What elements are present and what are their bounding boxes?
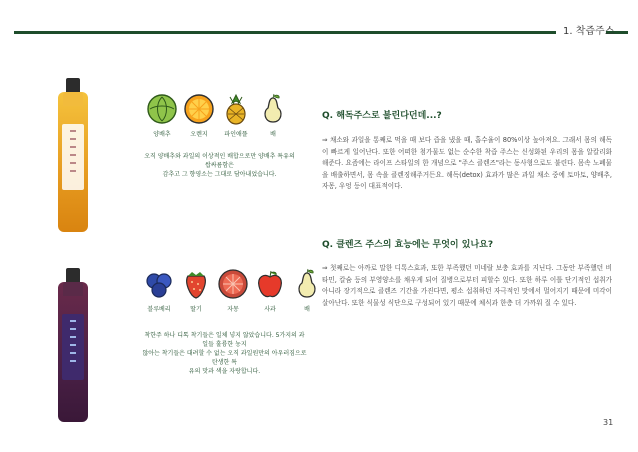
fruit-pear: 배 <box>257 93 289 138</box>
page-number: 31 <box>603 418 614 427</box>
strawberry-icon <box>180 268 212 300</box>
caption-top: 오직 양배추와 과일의 이상적인 배합으로만 양배추 특유의 쌉싸름함은 감추고 그 향영소는 그대로 담아내었습니다. <box>144 153 295 178</box>
question-title-2: Q. 클렌즈 주스의 효능에는 무엇이 있나요? <box>322 240 494 250</box>
fruit-orange: 오렌지 <box>183 93 215 138</box>
juice-bottle-purple <box>58 282 88 422</box>
fruit-apple: 사과 <box>254 268 286 313</box>
fruit-pear-2: 배 <box>291 268 323 313</box>
fruit-blueberry: 블루베리 <box>143 268 175 313</box>
fruit-strawberry: 딸기 <box>180 268 212 313</box>
grapefruit-icon <box>217 268 249 300</box>
fruit-row-top <box>146 93 294 138</box>
fruit-cabbage: 양배추 <box>146 93 178 138</box>
apple-icon <box>254 268 286 300</box>
caption-bottom: 착한주 하나 디톡 착기들은 일체 넣지 않았습니다. 5가지의 과일들 훌륭한 농지 않아는 착기들은 대려할 수 없는 오직 과일원만의 아우러짐으로 탄생한 특 유의 맛과 색을 자랑합니다. <box>142 332 307 375</box>
blueberry-icon <box>143 268 175 300</box>
chapter-title: 1. 착즙주스 <box>563 26 615 37</box>
answer-body-2: ⇒ 첫째로는 아까로 말한 디톡스효과, 또한 부족했던 미네랄 보충 효과를 지닌다. 그동안 부족했던 비타민, 칼슘 등의 부영양소를 채우게 되어 질병으로부터 피할수 있다. 또한 하루 이틀 단기적인 섭취가 아니라 장기적으로 클렌즈 기간을 가진다면, 평소 섭취하던 자극적인 맛에서 멀어지기 때문에 미각이 살아난다. 또한 식물성 식단으로 구성되어 있기 때문에 체식과 한층 더 가까워 질 수 있다. <box>322 264 612 307</box>
fruit-grapefruit: 자몽 <box>217 268 249 313</box>
fruit-pineapple: 파인애플 <box>220 93 252 138</box>
cabbage-icon <box>146 93 178 125</box>
pineapple-icon <box>220 93 252 125</box>
header-rule <box>14 31 556 34</box>
orange-icon <box>183 93 215 125</box>
answer-body-1: ⇒ 채소와 과일을 통째로 먹을 때 보다 즙을 냈을 때, 흡수율이 80%이상 높아져요. 그래서 몸의 해독이 빠르게 일어난다. 또한 어떠한 첨가물도 없는 순수한 착즙 주스는 신성화된 우리의 몸을 알칼리화 해준다. 요즘에는 라이프 스타일의 한 개념으로 "주스 클렌즈"라는 동사형으로도 불린다. 몸속 노폐물을 배출하면서, 몸 속을 클렌징해주거든요. 해독(detox) 효과가 많은 과일 채소 중에 토마토, 양배추, 자몽, 우엉 등이 대표적이다. <box>322 136 612 191</box>
fruit-row-bottom <box>143 268 328 313</box>
pear-icon <box>257 93 289 125</box>
pear-icon <box>291 268 323 300</box>
juice-bottle-orange <box>58 92 88 232</box>
question-title-1: Q. 해독주스로 불린다던데...? <box>322 111 442 121</box>
